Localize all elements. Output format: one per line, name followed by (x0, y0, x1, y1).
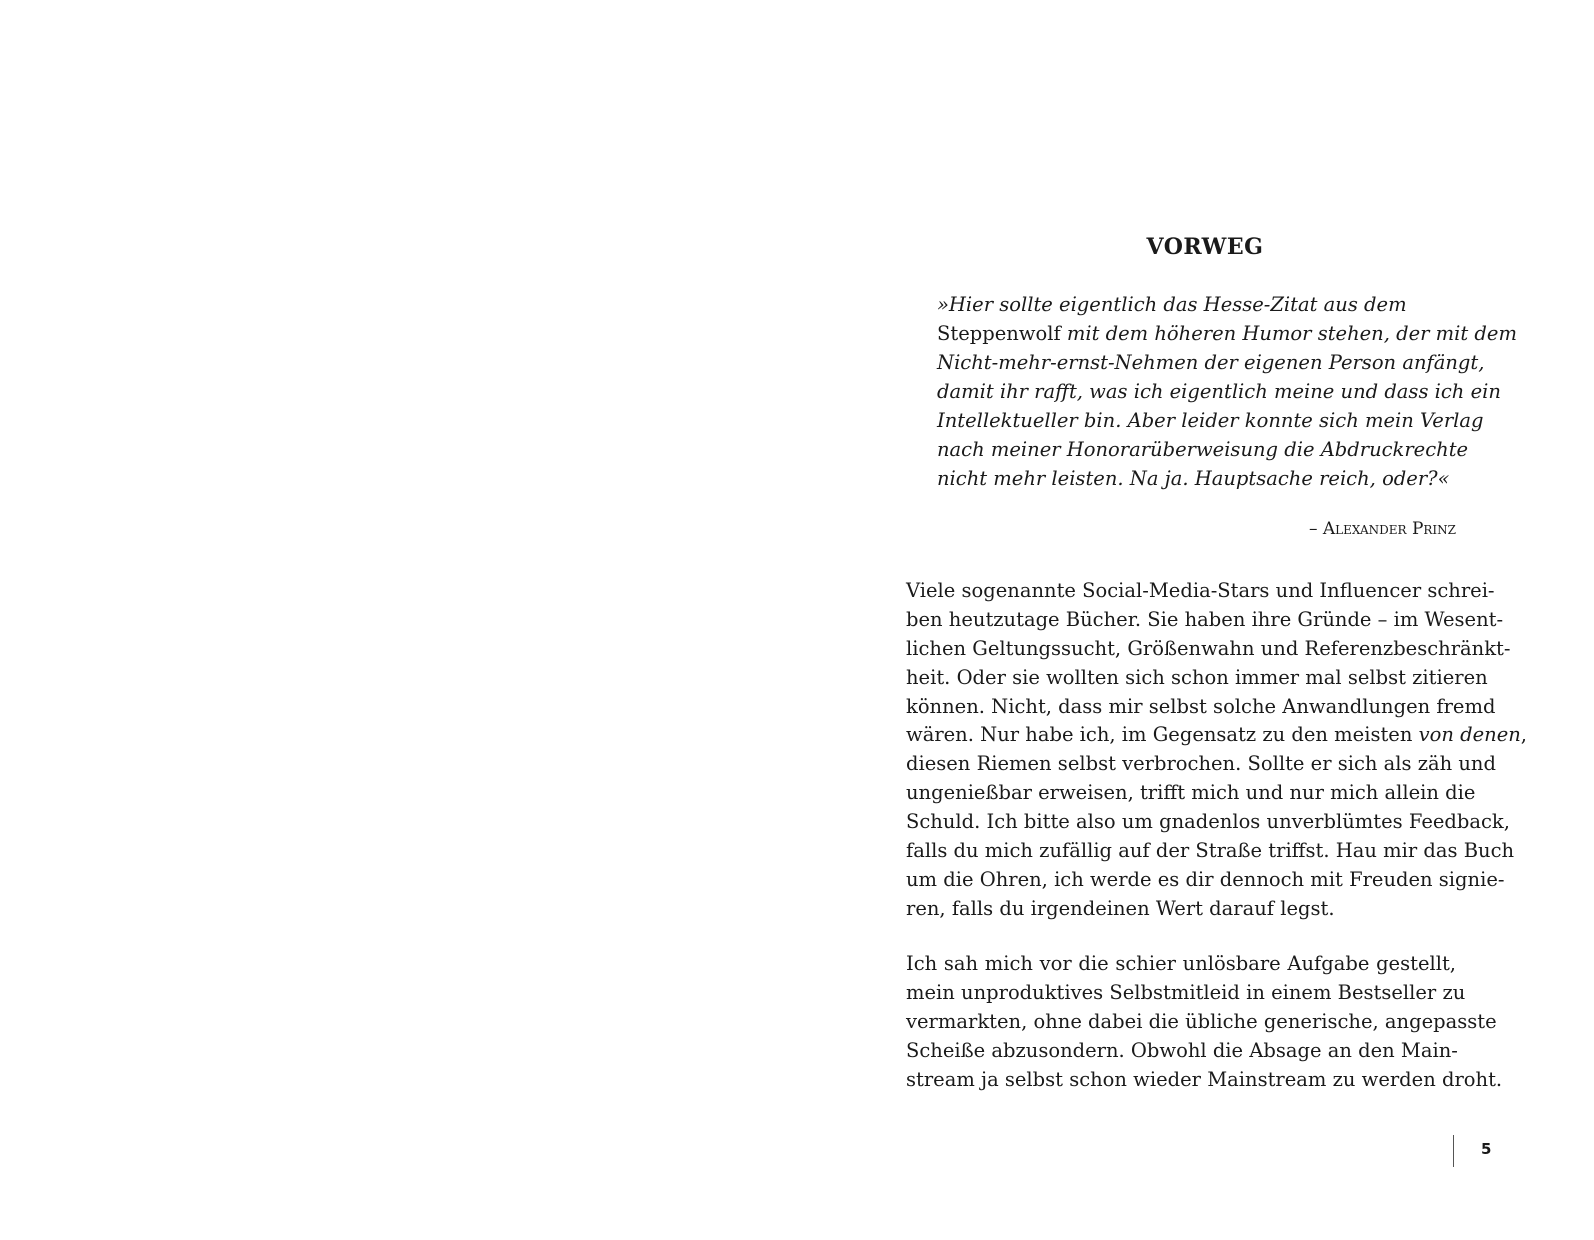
epigraph-text: mit dem höheren Humor stehen, der mit dem (1060, 322, 1517, 345)
body-text: diesen Riemen selbst verbrochen. Sollte er sich als zäh und (906, 752, 1496, 776)
page-number-divider (1453, 1135, 1454, 1167)
epigraph-text: nach meiner Honorarüberweisung die Abdruckrechte (937, 438, 1469, 461)
epigraph-text: Nicht-mehr-ernst-Nehmen der eigenen Person anfängt, (937, 351, 1485, 374)
epigraph-text: »Hier sollte eigentlich das Hesse-Zitat aus dem (937, 293, 1407, 316)
body-line (906, 950, 1456, 979)
epigraph-line (937, 348, 1485, 377)
body-text: ungenießbar erweisen, trifft mich und nur mich allein die (906, 781, 1476, 805)
body-paragraph-1 (906, 577, 1527, 924)
body-text: , (1520, 723, 1527, 747)
body-text: ren, falls du irgendeinen Wert darauf legst. (906, 896, 1335, 920)
epigraph-line (937, 319, 1517, 348)
body-paragraph-2 (906, 950, 1503, 1094)
body-line (906, 1037, 1456, 1066)
body-text: Viele sogenannte Social-Media-Stars und Influencer schrei- (906, 579, 1495, 602)
epigraph-line (937, 435, 1469, 464)
body-line (906, 693, 1496, 722)
body-line (906, 866, 1505, 895)
body-line (906, 1066, 1503, 1095)
epigraph-line (937, 406, 1484, 435)
book-title-reference: Steppenwolf (937, 322, 1061, 345)
epigraph-line (937, 464, 1457, 493)
epigraph-text: nicht mehr leisten. Na ja. Hauptsache reich, oder?« (937, 467, 1450, 490)
page-number: 5 (1481, 1140, 1492, 1158)
body-line (906, 606, 1504, 635)
epigraph-line (937, 290, 1457, 319)
right-page (797, 0, 1594, 1240)
body-text: vermarkten, ohne dabei die übliche generische, angepasste (906, 1009, 1497, 1033)
body-line (906, 635, 1511, 664)
body-line (906, 1008, 1497, 1037)
chapter-title: VORWEG (1146, 234, 1264, 260)
body-line (906, 895, 1456, 924)
body-line (906, 577, 1495, 606)
epigraph-text: Intellektueller bin. Aber leider konnte sich mein Verlag (937, 409, 1484, 432)
epigraph-line (937, 377, 1501, 406)
body-line (906, 779, 1476, 808)
body-text: heit. Oder sie wollten sich schon immer mal selbst zitieren (906, 665, 1488, 689)
body-text: um die Ohren, ich werde es dir dennoch mit Freuden signie- (906, 867, 1505, 891)
body-text: Ich sah mich vor die schier unlösbare Aufgabe gestellt, (906, 952, 1456, 975)
body-text: Scheiße abzusondern. Obwohl die Absage an den Main- (906, 1038, 1458, 1062)
body-text: stream ja selbst schon wieder Mainstream zu werden droht. (906, 1067, 1503, 1091)
body-line (906, 808, 1510, 837)
body-text: mein unproduktives Selbstmitleid in einem Bestseller zu (906, 980, 1466, 1004)
body-text: wären. Nur habe ich, im Gegensatz zu den meisten (906, 723, 1419, 747)
epigraph-text: damit ihr rafft, was ich eigentlich meine und dass ich ein (937, 380, 1501, 403)
body-text: falls du mich zufällig auf der Straße triffst. Hau mir das Buch (906, 839, 1515, 863)
body-text: lichen Geltungssucht, Größenwahn und Referenzbeschränkt- (906, 636, 1511, 660)
body-line (906, 837, 1515, 866)
emphasized-text: von denen (1418, 723, 1521, 747)
body-line (906, 664, 1488, 693)
body-text: Schuld. Ich bitte also um gnadenlos unverblümtes Feedback, (906, 810, 1510, 834)
body-text: ben heutzutage Bücher. Sie haben ihre Gründe – im Wesent- (906, 607, 1504, 631)
body-line (906, 979, 1466, 1008)
epigraph-attribution: – Alexander Prinz (1308, 519, 1456, 539)
epigraph-quote (937, 290, 1517, 493)
body-text: können. Nicht, dass mir selbst solche Anwandlungen fremd (906, 694, 1496, 718)
body-line (906, 721, 1527, 750)
body-line (906, 750, 1496, 779)
